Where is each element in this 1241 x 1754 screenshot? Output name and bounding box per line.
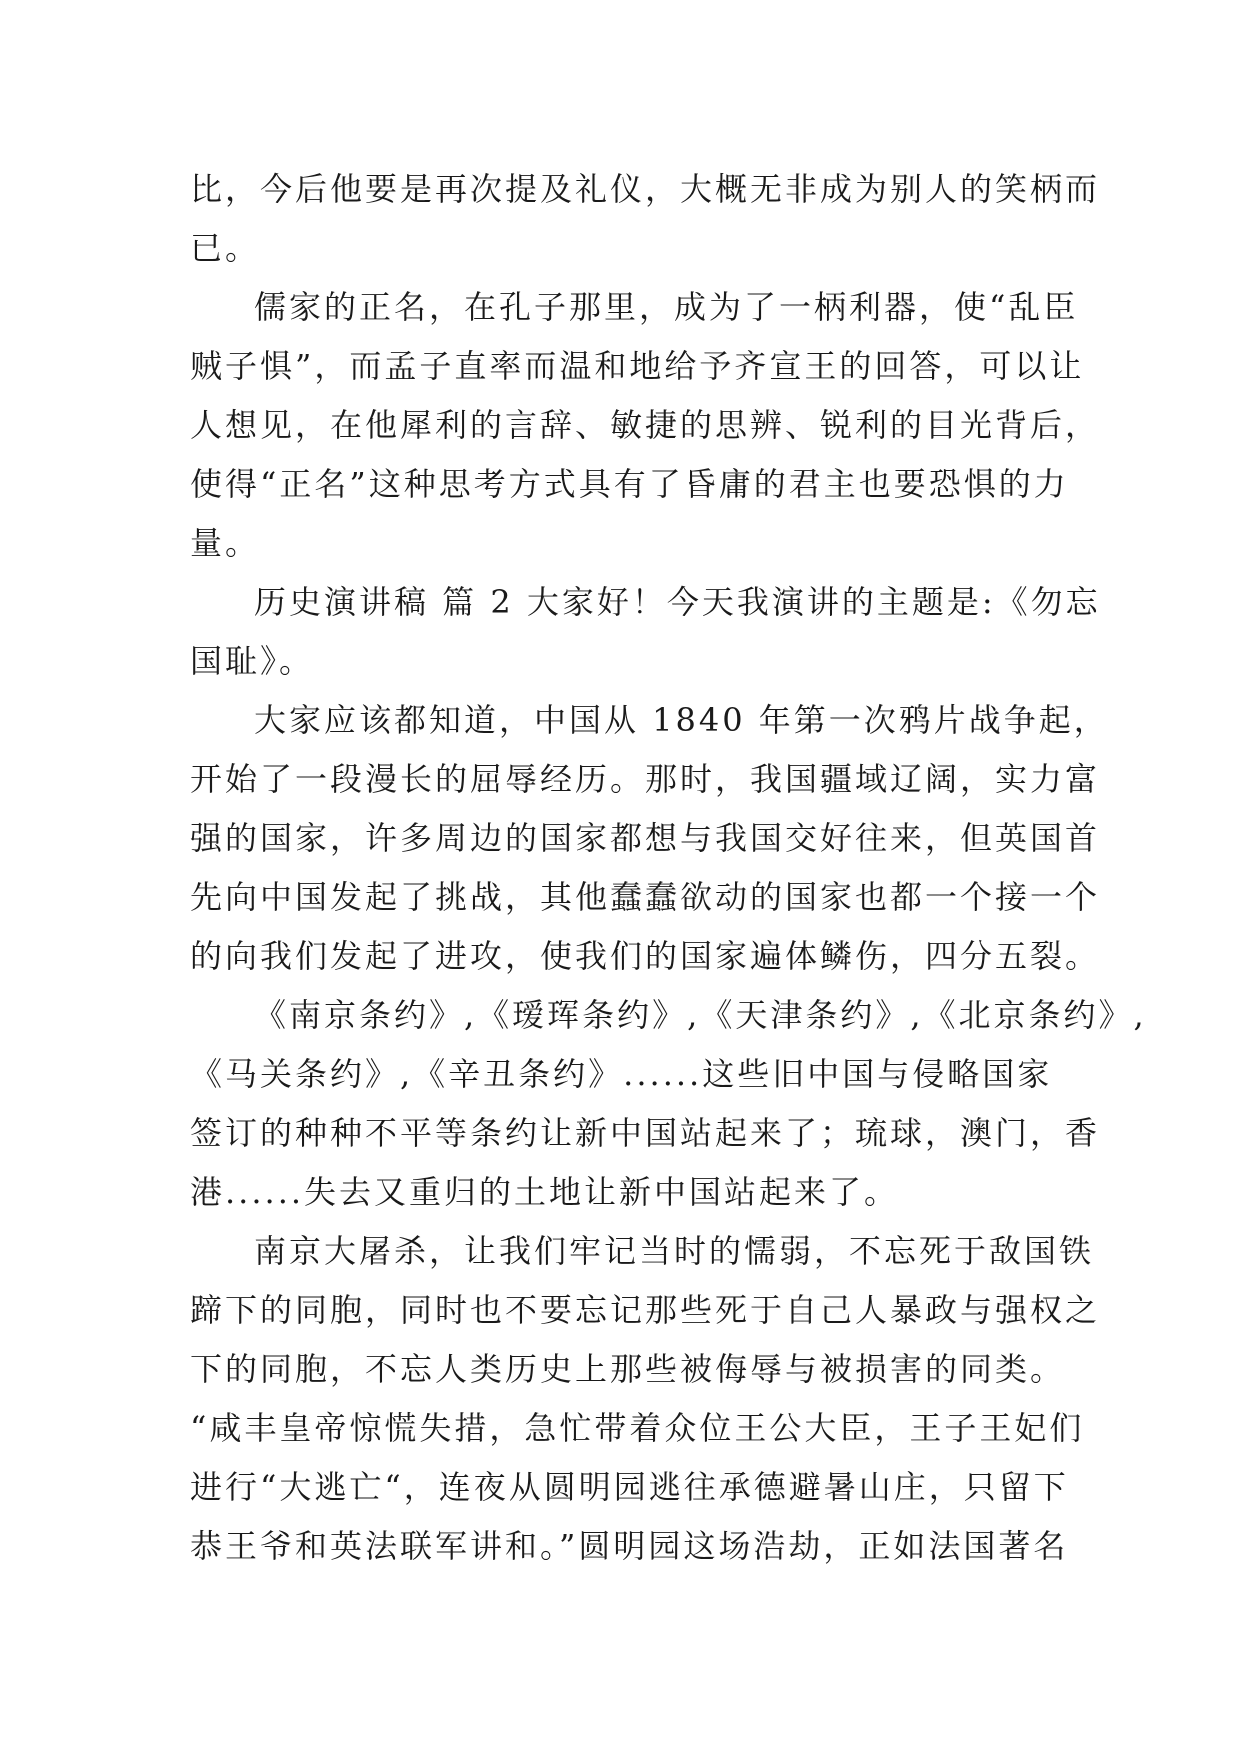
paragraph-start-line: 《南京条约》,《瑷珲条约》,《天津条约》,《北京条约》, [254,996,1147,1034]
text-line: 使得“正名”这种思考方式具有了昏庸的君主也要恐惧的力 [190,465,1069,503]
text-line: 恭王爷和英法联军讲和。”圆明园这场浩劫，正如法国著名 [190,1527,1069,1565]
text-line: 贼子惧”，而孟子直率而温和地给予齐宣王的回答，可以让 [190,347,1085,385]
text-line: 下的同胞，不忘人类历史上那些被侮辱与被损害的同类。 [190,1350,1066,1388]
text-line: 人想见，在他犀利的言辞、敏捷的思辨、锐利的目光背后， [190,406,1101,444]
paragraph-start-line: 儒家的正名，在孔子那里，成为了一柄利器，使“乱臣 [254,288,1079,326]
text-line: 进行“大逃亡“，连夜从圆明园逃往承德避暑山庄，只留下 [190,1468,1069,1506]
paragraph-start-line: 大家应该都知道，中国从 1840 年第一次鸦片战争起， [254,701,1109,739]
text-line: 比，今后他要是再次提及礼仪，大概无非成为别人的笑柄而 [190,170,1101,208]
paragraph-start-line: 历史演讲稿 篇 2 大家好！今天我演讲的主题是:《勿忘 [254,583,1101,621]
text-line: 开始了一段漫长的屈辱经历。那时，我国疆域辽阔，实力富 [190,760,1101,798]
text-line: “咸丰皇帝惊慌失措，急忙带着众位王公大臣，王子王妃们 [190,1409,1085,1447]
text-line: 签订的种种不平等条约让新中国站起来了；琉球，澳门，香 [190,1114,1101,1152]
text-line: 强的国家，许多周边的国家都想与我国交好往来，但英国首 [190,819,1101,857]
text-line: 国耻》。 [190,642,315,680]
text-line: 的向我们发起了进攻，使我们的国家遍体鳞伤，四分五裂。 [190,937,1101,975]
text-line: 港......失去又重归的土地让新中国站起来了。 [190,1173,900,1211]
paragraph-start-line: 南京大屠杀，让我们牢记当时的懦弱，不忘死于敌国铁 [254,1232,1095,1270]
text-line: 先向中国发起了挑战，其他蠢蠢欲动的国家也都一个接一个 [190,878,1101,916]
text-line: 已。 [190,229,261,267]
text-line: 蹄下的同胞，同时也不要忘记那些死于自己人暴政与强权之 [190,1291,1101,1329]
text-line: 量。 [190,524,261,562]
text-line: 《马关条约》,《辛丑条约》......这些旧中国与侵略国家 [190,1055,1053,1093]
document-body [190,160,1147,1576]
